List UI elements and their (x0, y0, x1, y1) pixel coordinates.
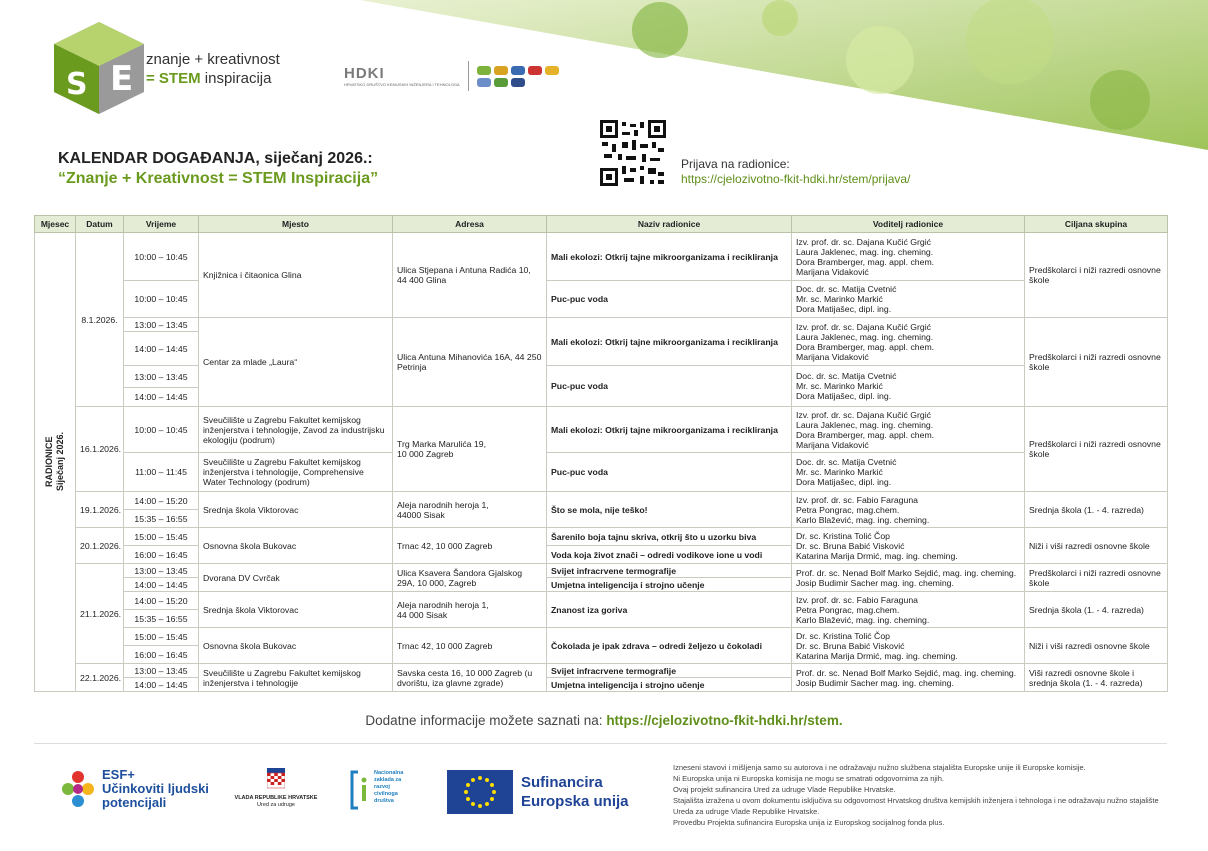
croatia-coat-of-arms-icon (267, 768, 285, 792)
workshop-cell: Čokolada je ipak zdrava – odredi željezo u čokoladi (547, 628, 792, 664)
esf-line3: potencijali (102, 795, 167, 810)
time-cell: 14:00 – 14:45 (124, 578, 199, 592)
vlada-sub: Ured za udruge (257, 802, 295, 808)
time-cell: 10:00 – 10:45 (124, 281, 199, 318)
place-cell: Srednja škola Viktorovac (199, 492, 393, 528)
leader-cell: Izv. prof. dr. sc. Fabio Faraguna Petra Pongrac, mag.chem. Karlo Blažević, mag. ing. cheming. (792, 592, 1025, 628)
group-cell: Viši razredi osnovne škole i srednja škola (1. - 4. razreda) (1025, 664, 1168, 692)
leader-cell: Prof. dr. sc. Nenad Bolf Marko Sejdić, mag. ing. cheming. Josip Budimir Sacher mag. ing. cheming. (792, 564, 1025, 592)
divider (34, 743, 1167, 744)
leader-cell: Izv. prof. dr. sc. Dajana Kučić Grgić Laura Jaklenec, mag. ing. cheming. Dora Bramberger, mag. appl. chem. Marijana Vidaković (792, 233, 1025, 281)
registration-link[interactable]: https://cjelozivotno-fkit-hdki.hr/stem/prijava/ (681, 172, 911, 186)
time-cell: 15:00 – 15:45 (124, 528, 199, 546)
place-cell: Sveučilište u Zagrebu Fakultet kemijskog inženjerstva i tehnologije (199, 664, 393, 692)
address-cell: Ulica Stjepana i Antuna Radića 10, 44 400 Glina (393, 233, 547, 318)
month-cell: RADIONICE Siječanj 2026. (35, 233, 76, 692)
workshop-cell: Mali ekolozi: Otkrij tajne mikroorganizama i recikliranja (547, 318, 792, 366)
table-row (35, 492, 1168, 510)
time-cell: 15:35 – 16:55 (124, 510, 199, 528)
group-cell: Niži i viši razredi osnovne škole (1025, 628, 1168, 664)
zaklada-logo (350, 770, 414, 810)
eu-line2: Europska unija (521, 793, 629, 810)
time-cell: 13:00 – 13:45 (124, 366, 199, 388)
workshop-cell: Što se mola, nije teško! (547, 492, 792, 528)
more-info-text: Dodatne informacije možete saznati na: (365, 713, 607, 728)
col-header: Vrijeme (124, 216, 199, 233)
time-cell: 13:00 – 13:45 (124, 564, 199, 578)
workshop-cell: Umjetna inteligencija i strojno učenje (547, 578, 792, 592)
col-header: Mjesec (35, 216, 76, 233)
group-cell: Predškolarci i niži razredi osnovne škole (1025, 407, 1168, 492)
col-header: Voditelj radionice (792, 216, 1025, 233)
logo-line2: = STEM inspiracija (146, 70, 272, 87)
address-cell: Trnac 42, 10 000 Zagreb (393, 528, 547, 564)
time-cell: 14:00 – 15:20 (124, 592, 199, 610)
date-cell: 19.1.2026. (76, 492, 124, 528)
zaklada-text: Nacionalna zaklada za razvoj civilnoga društva (374, 770, 404, 804)
time-cell: 10:00 – 10:45 (124, 233, 199, 281)
leader-cell: Doc. dr. sc. Matija Cvetnić Mr. sc. Marinko Markić Dora Matijašec, dipl. ing. (792, 453, 1025, 492)
divider (468, 61, 469, 91)
table-header-row (35, 216, 1168, 233)
place-cell: Centar za mlade „Laura“ (199, 318, 393, 407)
time-cell: 10:00 – 10:45 (124, 407, 199, 453)
time-cell: 15:35 – 16:55 (124, 610, 199, 628)
date-cell: 21.1.2026. (76, 564, 124, 664)
date-cell: 16.1.2026. (76, 407, 124, 492)
date-cell: 8.1.2026. (76, 233, 124, 407)
stem-logo-icon (52, 20, 147, 115)
place-cell: Sveučilište u Zagrebu Fakultet kemijskog inženjerstva i tehnologije, Zavod za industrijsku ekologiju (podrum) (199, 407, 393, 453)
leader-cell: Izv. prof. dr. sc. Fabio Faraguna Petra Pongrac, mag.chem. Karlo Blažević, mag. ing. cheming. (792, 492, 1025, 528)
time-cell: 14:00 – 14:45 (124, 388, 199, 407)
col-header: Naziv radionice (547, 216, 792, 233)
col-header: Ciljana skupina (1025, 216, 1168, 233)
leader-cell: Dr. sc. Kristina Tolić Čop Dr. sc. Bruna Babić Visković Katarina Marija Drmić, mag. ing. cheming. (792, 528, 1025, 564)
time-cell: 14:00 – 14:45 (124, 678, 199, 692)
address-cell: Aleja narodnih heroja 1, 44 000 Sisak (393, 592, 547, 628)
col-header: Mjesto (199, 216, 393, 233)
eu-flag-icon (447, 770, 513, 814)
place-cell: Srednja škola Viktorovac (199, 592, 393, 628)
table-row (35, 453, 1168, 492)
registration-info (681, 157, 910, 187)
workshop-cell: Puc-puc voda (547, 366, 792, 407)
esf-logo (60, 768, 209, 810)
time-cell: 14:00 – 14:45 (124, 332, 199, 366)
esf-line2: Učinkoviti ljudski (102, 781, 209, 796)
workshop-cell: Znanost iza goriva (547, 592, 792, 628)
date-cell: 20.1.2026. (76, 528, 124, 564)
table-row (35, 407, 1168, 453)
hdki-logo: HDKI HRVATSKO DRUŠTVO KEMIJSKIH INŽENJERA I TEHNOLOGA (344, 65, 460, 87)
eu-line1: Sufinancira (521, 774, 603, 791)
esf-title: ESF+ (102, 767, 135, 782)
esf-flower-icon (60, 769, 96, 809)
group-cell: Predškolarci i niži razredi osnovne škole (1025, 233, 1168, 318)
table-row (35, 592, 1168, 610)
workshop-cell: Puc-puc voda (547, 453, 792, 492)
more-info (0, 713, 1208, 728)
workshop-cell: Mali ekolozi: Otkrij tajne mikroorganizama i recikliranja (547, 407, 792, 453)
logo-wordmark (146, 50, 280, 88)
time-cell: 13:00 – 13:45 (124, 664, 199, 678)
address-cell: Trg Marka Marulića 19, 10 000 Zagreb (393, 407, 547, 492)
workshop-cell: Umjetna inteligencija i strojno učenje (547, 678, 792, 692)
disclaimer-text: Izneseni stavovi i mišljenja samo su autorova i ne odražavaju nužno službena stajališta Europske unije ili Europske komisije. Ni Europska unija ni Europska komisija ne mogu se smatrati odgovornima za njih. Ovaj projekt sufinancira Ured za udruge Vlade Republike Hrvatske. Stajališta izražena u ovom dokumentu isključiva su odgovornost Hrvatskog društva kemijskih inženjera i tehnologa i ne odražavaju nužno stajalište Ureda za udruge Vlade Republike Hrvatske. Provedbu Projekta sufinancira Europska unija iz Europskog socijalnog fonda plus. (673, 763, 1159, 827)
date-cell: 22.1.2026. (76, 664, 124, 692)
group-cell: Niži i viši razredi osnovne škole (1025, 528, 1168, 564)
place-cell: Osnovna škola Bukovac (199, 628, 393, 664)
leader-cell: Prof. dr. sc. Nenad Bolf Marko Sejdić, mag. ing. cheming. Josip Budimir Sacher mag. ing. cheming. (792, 664, 1025, 692)
group-cell: Srednja škola (1. - 4. razreda) (1025, 592, 1168, 628)
page-title: KALENDAR DOGAĐANJA, siječanj 2026.: (58, 150, 373, 167)
eu-cofinance-text (521, 773, 629, 811)
workshop-cell: Mali ekolozi: Otkrij tajne mikroorganizama i recikliranja (547, 233, 792, 281)
address-cell: Ulica Antuna Mihanovića 16A, 44 250 Petrinja (393, 318, 547, 407)
vlada-title: VLADA REPUBLIKE HRVATSKE (234, 795, 318, 801)
workshop-cell: Svijet infracrvene termografije (547, 664, 792, 678)
qr-code-icon (600, 120, 666, 186)
place-cell: Dvorana DV Cvrčak (199, 564, 393, 592)
leader-cell: Dr. sc. Kristina Tolić Čop Dr. sc. Bruna Babić Visković Katarina Marija Drmić, mag. ing. cheming. (792, 628, 1025, 664)
address-cell: Aleja narodnih heroja 1, 44000 Sisak (393, 492, 547, 528)
time-cell: 16:00 – 16:45 (124, 646, 199, 664)
registration-label: Prijava na radionice: (681, 157, 790, 171)
partner-logo-strip (477, 66, 573, 87)
table-row (35, 528, 1168, 546)
col-header: Adresa (393, 216, 547, 233)
time-cell: 14:00 – 15:20 (124, 492, 199, 510)
address-cell: Ulica Ksavera Šandora Gjalskog 29A, 10 000, Zagreb (393, 564, 547, 592)
workshop-cell: Puc-puc voda (547, 281, 792, 318)
col-header: Datum (76, 216, 124, 233)
time-cell: 11:00 – 11:45 (124, 453, 199, 492)
place-cell: Knjižnica i čitaonica Glina (199, 233, 393, 318)
vlada-logo (228, 768, 324, 809)
time-cell: 16:00 – 16:45 (124, 546, 199, 564)
zaklada-bracket-icon (350, 770, 370, 810)
address-cell: Trnac 42, 10 000 Zagreb (393, 628, 547, 664)
time-cell: 13:00 – 13:45 (124, 318, 199, 332)
partner-logos (344, 58, 573, 94)
leader-cell: Izv. prof. dr. sc. Dajana Kučić Grgić Laura Jaklenec, mag. ing. cheming. Dora Bramberger, mag. appl. chem. Marijana Vidaković (792, 318, 1025, 366)
table-row (35, 664, 1168, 678)
svg-text:E: E (110, 59, 134, 99)
address-cell: Savska cesta 16, 10 000 Zagreb (u dvorištu, iza glavne zgrade) (393, 664, 547, 692)
leader-cell: Doc. dr. sc. Matija Cvetnić Mr. sc. Marinko Markić Dora Matijašec, dipl. ing. (792, 366, 1025, 407)
table-row (35, 318, 1168, 332)
events-table (34, 215, 1168, 692)
workshop-cell: Svijet infracrvene termografije (547, 564, 792, 578)
leader-cell: Doc. dr. sc. Matija Cvetnić Mr. sc. Marinko Markić Dora Matijašec, dipl. ing. (792, 281, 1025, 318)
workshop-cell: Voda koja život znači – odredi vodikove ione u vodi (547, 546, 792, 564)
table-row (35, 233, 1168, 281)
group-cell: Predškolarci i niži razredi osnovne škole (1025, 318, 1168, 407)
time-cell: 15:00 – 15:45 (124, 628, 199, 646)
svg-text:S: S (66, 67, 88, 102)
page-subtitle: “Znanje + Kreativnost = STEM Inspiracija” (58, 170, 379, 187)
leader-cell: Izv. prof. dr. sc. Dajana Kučić Grgić Laura Jaklenec, mag. ing. cheming. Dora Bramberger, mag. appl. chem. Marijana Vidaković (792, 407, 1025, 453)
place-cell: Osnovna škola Bukovac (199, 528, 393, 564)
group-cell: Predškolarci i niži razredi osnovne škole (1025, 564, 1168, 592)
group-cell: Srednja škola (1. - 4. razreda) (1025, 492, 1168, 528)
place-cell: Sveučilište u Zagrebu Fakultet kemijskog inženjerstva i tehnologije, Comprehensive Water Technology (podrum) (199, 453, 393, 492)
table-row (35, 564, 1168, 578)
table-row (35, 628, 1168, 646)
logo-line1: znanje + kreativnost (146, 51, 280, 68)
more-info-link[interactable]: https://cjelozivotno-fkit-hdki.hr/stem. (606, 713, 843, 728)
workshop-cell: Šarenilo boja tajnu skriva, otkrij što u uzorku biva (547, 528, 792, 546)
